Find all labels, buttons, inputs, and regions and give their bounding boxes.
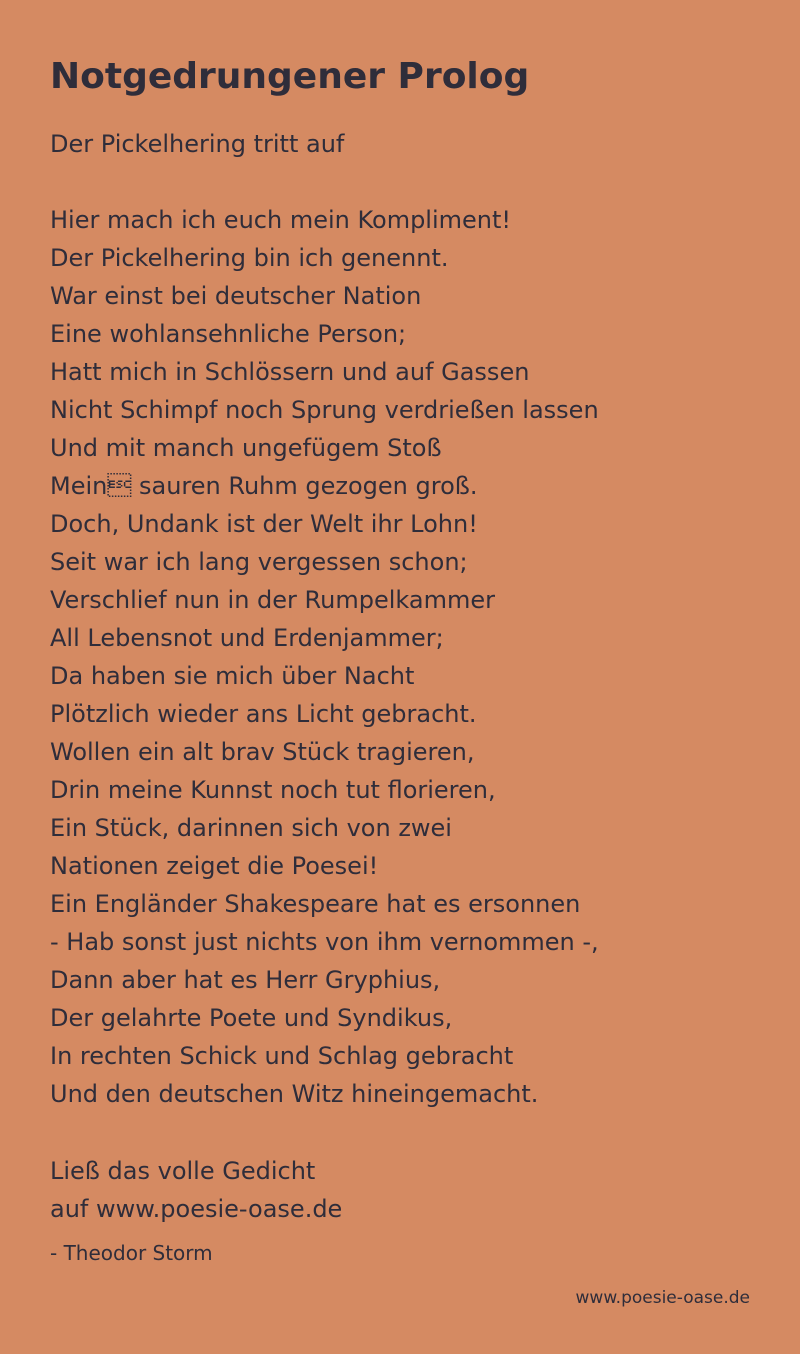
poem-subtitle: Der Pickelhering tritt auf bbox=[50, 130, 345, 158]
poem-stanza: Hier mach ich euch mein Kompliment! Der Pickelhering bin ich genennt. War einst bei deutscher Nation Eine wohlansehnliche Person; Hatt mich in Schlössern und auf Gassen Nicht Schimpf noch Sprung verdrießen lassen Und mit manch ungefügem Stoß Mein sauren Ruhm gezogen groß. Doch, Undank ist der Welt ihr Lohn! Seit war ich lang vergessen schon; Verschlief nun in der Rumpelkammer All Lebensnot und Erdenjammer; Da haben sie mich über Nacht Plötzlich wieder ans Licht gebracht. Wollen ein alt brav Stück tragieren, Drin meine Kunnst noch tut florieren, Ein Stück, darinnen sich von zwei Nationen zeiget die Poesei! Ein Engländer Shakespeare hat es ersonnen - Hab sonst just nichts von ihm vernommen -, Dann aber hat es Herr Gryphius, Der gelahrte Poete und Syndikus, In rechten Schick und Schlag gebracht Und den deutschen Witz hineingemacht. bbox=[50, 206, 599, 1108]
poem-title: Notgedrungener Prolog bbox=[50, 56, 530, 97]
poem-author: - Theodor Storm bbox=[50, 1241, 213, 1265]
site-watermark: www.poesie-oase.de bbox=[575, 1288, 750, 1308]
full-poem-note: Ließ das volle Gedicht auf www.poesie-oase.de bbox=[50, 1157, 343, 1223]
